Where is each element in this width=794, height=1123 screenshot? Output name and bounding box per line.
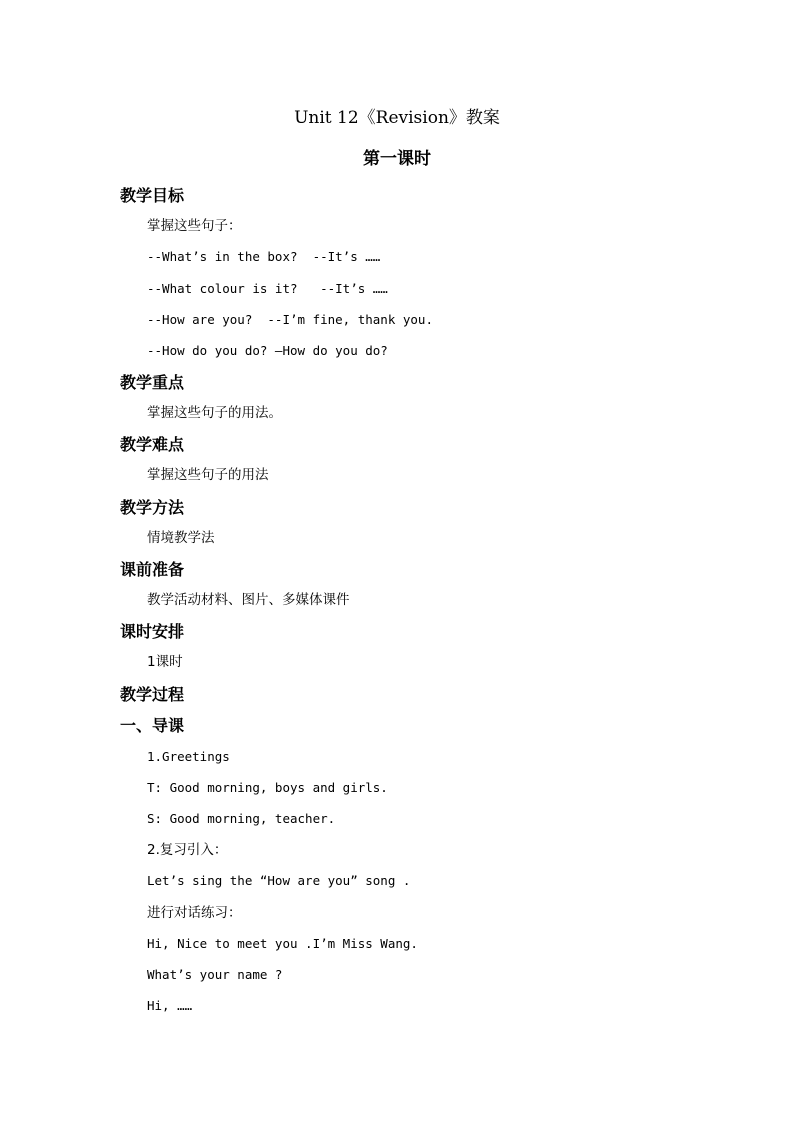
- difficulties-line: 掌握这些句子的用法: [147, 467, 269, 483]
- heading-section-intro: 一、导课: [120, 716, 185, 735]
- heading-difficulties: 教学难点: [120, 435, 185, 454]
- preparation-line: 教学活动材料、图片、多媒体课件: [147, 592, 350, 608]
- heading-process: 教学过程: [120, 685, 185, 704]
- heading-objectives: 教学目标: [120, 186, 185, 205]
- heading-key-points: 教学重点: [120, 373, 185, 392]
- heading-preparation: 课前准备: [120, 560, 185, 579]
- objectives-line: --How do you do? –How do you do?: [147, 343, 388, 358]
- heading-methods: 教学方法: [120, 498, 185, 517]
- process-line: S: Good morning, teacher.: [147, 811, 336, 826]
- key-points-line: 掌握这些句子的用法。: [147, 405, 282, 421]
- process-line: 1.Greetings: [147, 749, 230, 764]
- objectives-line: 掌握这些句子：: [147, 218, 242, 234]
- process-line: Hi, Nice to meet you .I’m Miss Wang.: [147, 936, 418, 951]
- document-title: Unit 12《Revision》教案: [294, 108, 500, 128]
- process-line: T: Good morning, boys and girls.: [147, 780, 388, 795]
- process-line: Let’s sing the “How are you” song .: [147, 873, 411, 888]
- methods-line: 情境教学法: [147, 530, 215, 546]
- heading-schedule: 课时安排: [120, 622, 185, 641]
- schedule-line: 1课时: [147, 654, 183, 670]
- objectives-line: --What colour is it? --It’s ……: [147, 281, 388, 296]
- process-line: What’s your name ?: [147, 967, 283, 982]
- objectives-line: --How are you? --I’m fine, thank you.: [147, 312, 433, 327]
- document-subtitle: 第一课时: [363, 149, 431, 169]
- process-line: 进行对话练习：: [147, 905, 242, 921]
- process-line: 2.复习引入：: [147, 842, 228, 858]
- objectives-line: --What’s in the box? --It’s ……: [147, 249, 381, 264]
- process-line: Hi, ……: [147, 998, 193, 1013]
